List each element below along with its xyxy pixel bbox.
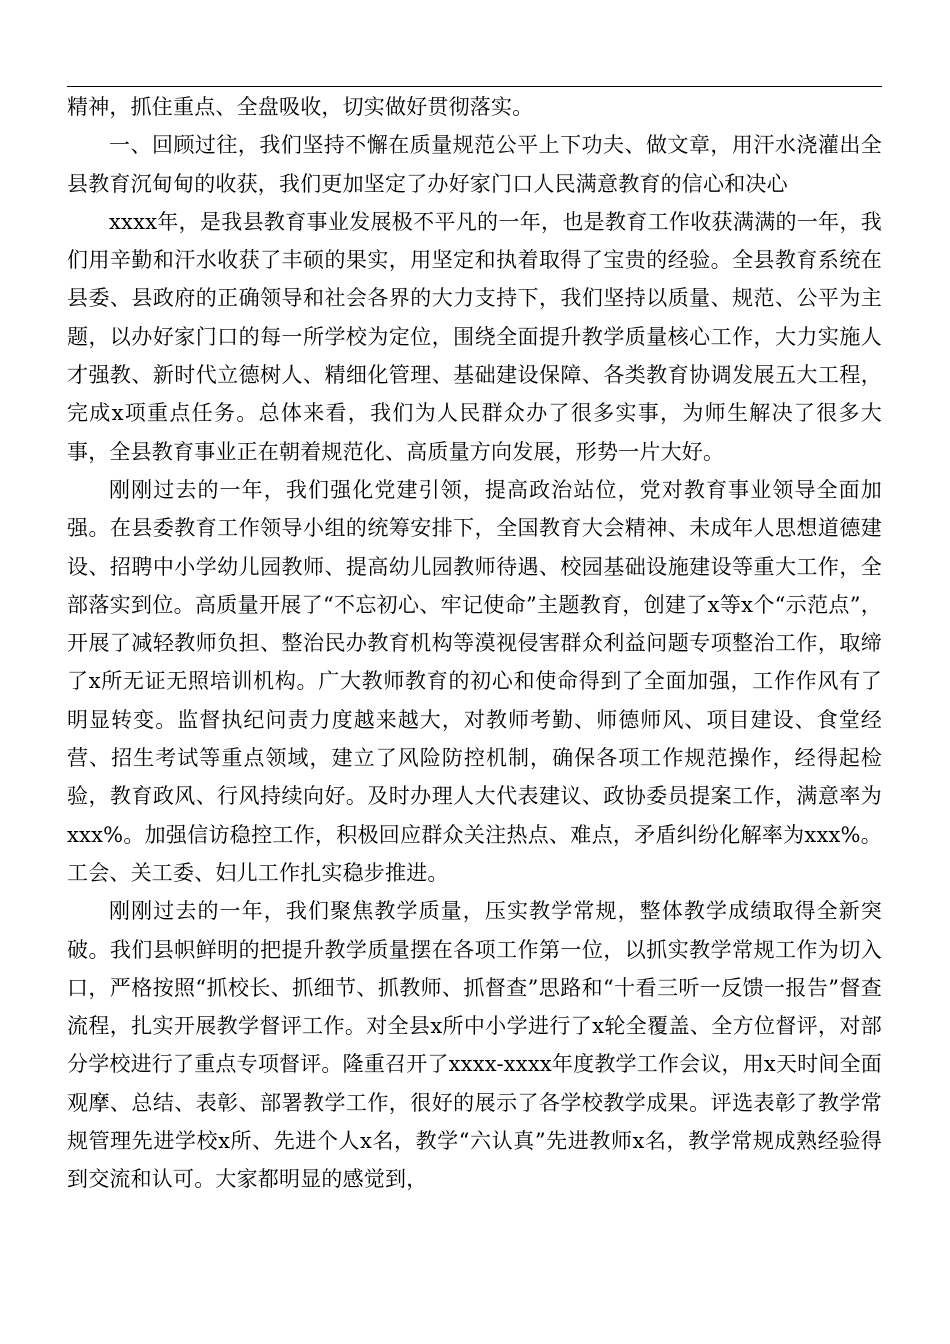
paragraph-party-building: 刚刚过去的一年，我们强化党建引领，提高政治站位，党对教育事业领导全面加强。在县委教育工作领导小组的统筹安排下，全国教育大会精神、未成年人思想道德建设、招聘中小学幼儿园教师、提高幼儿园教师待遇、校园基础设施建设等重大工作，全部落实到位。高质量开展了“不忘初心、牢记使命”主题教育，创建了x等x个“示范点”，开展了减轻教师负担、整治民办教育机构等漠视侵害群众利益问题专项整治工作，取缔了x所无证无照培训机构。广大教师教育的初心和使命得到了全面加强，工作作风有了明显转变。监督执纪问责力度越来越大，对教师考勤、师德师风、项目建设、食堂经营、招生考试等重点领域，建立了风险防控机制，确保各项工作规范操作，经得起检验，教育政风、行风持续向好。及时办理人大代表建议、政协委员提案工作，满意率为xxx%。加强信访稳控工作，积极回应群众关注热点、难点，矛盾纠纷化解率为xxx%。工会、关工委、妇儿工作扎实稳步推进。 [67,477,882,885]
paragraph-section-heading: 一、回顾过往，我们坚持不懈在质量规范公平上下功夫、做文章，用汗水浇灌出全县教育沉甸甸的收获，我们更加坚定了办好家门口人民满意教育的信心和决心 [67,133,882,196]
paragraph-continuation: 精神，抓住重点、全盘吸收，切实做好贯彻落实。 [67,95,534,119]
paragraph-annual-overview: xxxx年，是我县教育事业发展极不平凡的一年，也是教育工作收获满满的一年，我们用辛勤和汗水收获了丰硕的果实，用坚定和执着取得了宝贵的经验。全县教育系统在县委、县政府的正确领导和社会各界的大力支持下，我们坚持以质量、规范、公平为主题，以办好家门口的每一所学校为定位，围绕全面提升教学质量核心工作，大力实施人才强教、新时代立德树人、精细化管理、基础建设保障、各类教育协调发展五大工程，完成x项重点任务。总体来看，我们为人民群众办了很多实事，为师生解决了很多大事，全县教育事业正在朝着规范化、高质量方向发展，形势一片大好。 [67,209,882,464]
paragraph-teaching-quality: 刚刚过去的一年，我们聚焦教学质量，压实教学常规，整体教学成绩取得全新突破。我们县帜鲜明的把提升教学质量摆在各项工作第一位，以抓实教学常规工作为切入口，严格按照“抓校长、抓细节、抓教师、抓督查”思路和“十看三听一反馈一报告”督查流程，扎实开展教学督评工作。对全县x所中小学进行了x轮全覆盖、全方位督评，对部分学校进行了重点专项督评。隆重召开了xxxx-xxxx年度教学工作会议，用x天时间全面观摩、总结、表彰、部署教学工作，很好的展示了各学校教学成果。评选表彰了教学常规管理先进学校x所、先进个人x名，教学“六认真”先进教师x名，教学常规成熟经验得到交流和认可。大家都明显的感觉到， [67,899,882,1192]
document-body [67,88,882,1199]
header-rule [67,86,882,87]
